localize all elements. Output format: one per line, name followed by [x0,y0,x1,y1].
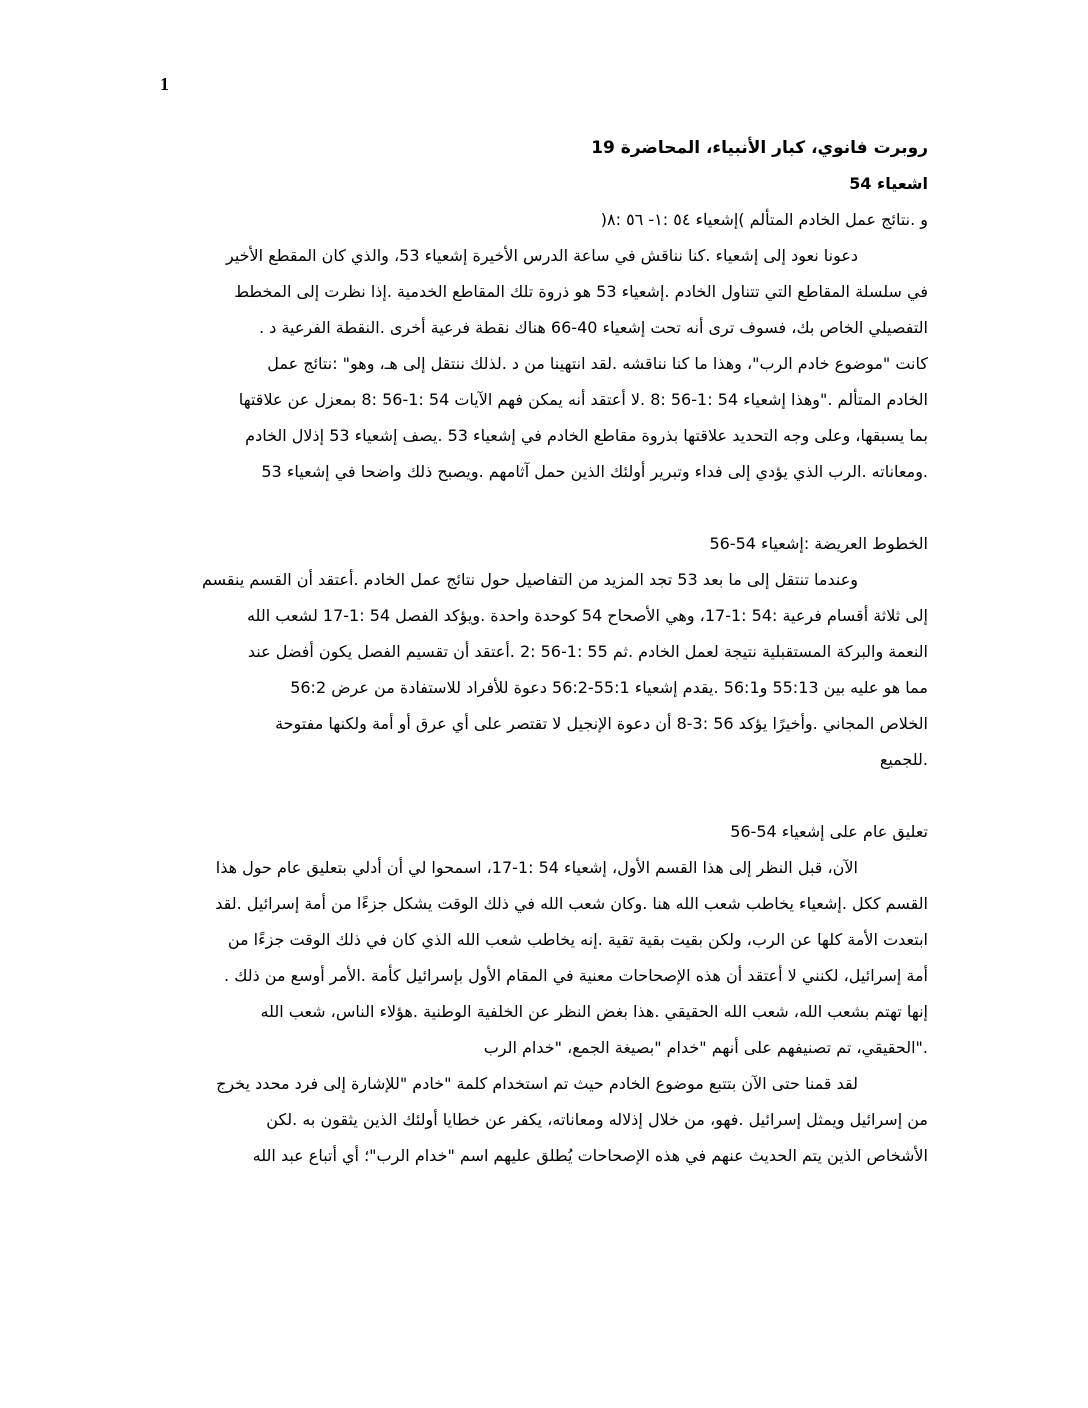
text-line: النعمة والبركة المستقبلية نتيجة لعمل الخادم .ثم 55 :1-56 :2 .أعتقد أن تقسيم الفصل يكون أفضل عند [247,642,928,661]
text-line: الأشخاص الذين يتم الحديث عنهم في هذه الإصحاحات يُطلق عليهم اسم "خدام الرب"؛ أي أتباع عبد الله [252,1146,928,1165]
text-line: التفصيلي الخاص بك، فسوف ترى أنه تحت إشعياء 40-66 هناك نقطة فرعية أخرى .النقطة الفرعية د . [259,318,928,337]
page-number: 1 [160,74,169,94]
text-line: ابتعدت الأمة كلها عن الرب، ولكن بقيت بقية تقية .إنه يخاطب شعب الله الذي كان في ذلك الوقت جزءًا من [227,930,928,949]
text-line: كانت "موضوع خادم الرب"، وهذا ما كنا نناقشه .لقد انتهينا من د .لذلك ننتقل إلى هـ، وهو" :نتائج عمل [267,354,928,373]
paragraph-outline [160,562,928,778]
text-line: بما يسبقها، وعلى وجه التحديد علاقتها بذروة مقاطع الخادم في إشعياء 53 .يصف إشعياء 53 إذلال الخادم [245,426,928,445]
text-line: إلى ثلاثة أقسام فرعية :54 :1-17، وهي الأصحاح 54 كوحدة واحدة .ويؤكد الفصل 54 :1-17 لشعب الله [246,606,928,625]
text-line: الخادم المتألم ."وهذا إشعياء 54 :1-56 :8 .لا أعتقد أنه يمكن فهم الآيات 54 :1-56 :8 بمعزل عن علاقتها [238,390,928,409]
text-line: في سلسلة المقاطع التي تتناول الخادم .إشعياء 53 هو ذروة تلك المقاطع الخدمية .إذا نظرت إلى المخطط [234,282,928,301]
section-heading-commentary: تعليق عام على إشعياء 54-56 [730,822,928,841]
paragraph-commentary [160,850,928,1066]
paragraph-intro [160,238,928,490]
section-heading-outline: الخطوط العريضة :إشعياء 54-56 [709,534,928,553]
text-line: دعونا نعود إلى إشعياء .كنا نناقش في ساعة الدرس الأخيرة إشعياء 53، والذي كان المقطع الأخير [226,246,858,265]
text-line: .ومعاناته .الرب الذي يؤدي إلى فداء وتبرير أولئك الذين حمل آثامهم .ويصبح ذلك واضحا في إشعياء 53 [261,462,928,481]
text-line: لقد قمنا حتى الآن بتتبع موضوع الخادم حيث تم استخدام كلمة "خادم "للإشارة إلى فرد محدد يخرج [216,1074,858,1093]
document-body [160,130,928,1174]
text-line: الآن، قبل النظر إلى هذا القسم الأول، إشعياء 54 :1-17، اسمحوا لي أن أدلي بتعليق عام حول هذا [215,858,858,877]
text-line: إنها تهتم بشعب الله، شعب الله الحقيقي .هذا بغض النظر عن الخلفية الوطنية .هؤلاء الناس، شعب الله [260,1002,928,1021]
text-line: وعندما تنتقل إلى ما بعد 53 تجد المزيد من التفاصيل حول نتائج عمل الخادم .أعتقد أن القسم ينقسم [201,570,858,589]
document-title: روبرت فانوي، كبار الأنبياء، المحاضرة 19 [591,138,928,158]
text-line: مما هو عليه بين 55:13 و56:1 .يقدم إشعياء 55:1-56:2 دعوة للأفراد للاستفادة من عرض 56:2 [290,678,928,697]
text-line: الخلاص المجاني .وأخيرًا يؤكد 56 :3-8 أن دعوة الإنجيل لا تقتصر على أي عرق أو أمة ولكنها مفتوحة [275,714,928,733]
topic-line: و .نتائج عمل الخادم المتألم )إشعياء ٥٤ :١- ٥٦ :٨( [600,210,928,229]
text-line: القسم ككل .إشعياء يخاطب شعب الله هنا .وكان شعب الله في ذلك الوقت يشكل جزءًا من أمة إسرائيل .لقد [215,894,928,913]
text-line: أمة إسرائيل، لكنني لا أعتقد أن هذه الإصحاحات معنية في المقام الأول بإسرائيل كأمة .الأمر أوسع من ذلك . [224,966,928,985]
document-subtitle: اشعياء 54 [849,174,928,193]
text-line: .للجميع [879,750,928,769]
text-line: من إسرائيل ويمثل إسرائيل .فهو، من خلال إذلاله ومعاناته، يكفر عن خطايا أولئك الذين يثقون به .لكن [266,1110,928,1129]
paragraph-servant [160,1066,928,1174]
text-line: ."الحقيقي، تم تصنيفهم على أنهم "خدام "بصيغة الجمع، "خدام الرب [483,1038,928,1057]
